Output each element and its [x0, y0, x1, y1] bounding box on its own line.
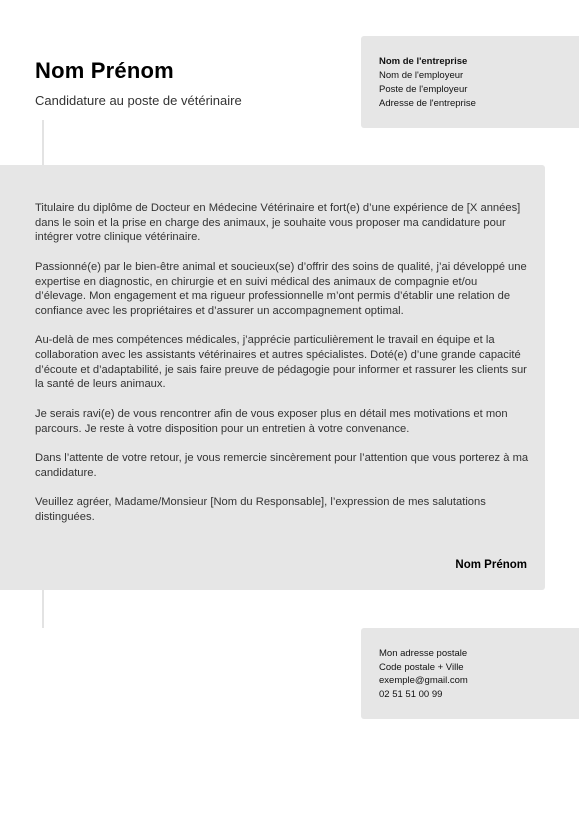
company-name: Nom de l'entreprise — [379, 56, 468, 67]
letter-paragraph: Veuillez agréer, Madame/Monsieur [Nom du Responsable], l’expression de mes salutations distinguées. — [35, 495, 486, 523]
recipient-box — [361, 36, 579, 128]
letter-paragraph: Dans l’attente de votre retour, je vous remercie sincèrement pour l’attention que vous porterez à ma candidature. — [35, 451, 529, 479]
sender-name: Nom Prénom — [35, 58, 174, 83]
contact-phone: 02 51 51 00 99 — [379, 688, 443, 700]
company-address: Adresse de l'entreprise — [379, 98, 476, 109]
signature-name: Nom Prénom — [455, 559, 527, 571]
letter-paragraph: Passionné(e) par le bien-être animal et soucieux(se) d’offrir des soins de qualité, j’ai développé une expertise en diagnostic, en chirurgie et en suivi médical des animaux de compagnie et/ou d’élevage. Mon engagement et ma rigueur professionnelle m’ont permis d’établir une relation de confiance avec les propriétaires et d’assurer un accompagnement optimal. — [35, 260, 527, 317]
decorative-line-top — [42, 120, 44, 166]
letter-paragraph: Titulaire du diplôme de Docteur en Médecine Vétérinaire et fort(e) d’une expérience de [X années] dans le soin et la prise en charge des animaux, je souhaite vous proposer ma candidature pour intégrer votre clinique vétérinaire. — [35, 202, 521, 244]
contact-address: Mon adresse postale — [379, 648, 468, 659]
letter-body — [35, 201, 529, 539]
decorative-line-bottom — [42, 590, 44, 628]
contact-postal-city: Code postale + Ville — [379, 661, 464, 673]
employer-name: Nom de l'employeur — [379, 70, 464, 81]
employer-position: Poste de l'employeur — [379, 84, 468, 95]
application-subject: Candidature au poste de vétérinaire — [35, 93, 242, 108]
letter-paragraph: Au-delà de mes compétences médicales, j’apprécie particulièrement le travail en équipe et la collaboration avec les assistants vétérinaires et autres spécialistes. Doté(e) d’une grande capacité d’écoute et d’adaptabilité, je sais faire preuve de pédagogie pour informer et rassurer les clients sur la santé de leurs animaux. — [35, 334, 527, 391]
letter-paragraph: Je serais ravi(e) de vous rencontrer afin de vous exposer plus en détail mes motivations et mon parcours. Je reste à votre disposition pour un entretien à votre convenance. — [35, 407, 508, 435]
letter-body-box — [0, 165, 545, 590]
contact-box — [361, 628, 579, 719]
contact-email: exemple@gmail.com — [379, 675, 468, 686]
letter-header — [35, 58, 242, 108]
